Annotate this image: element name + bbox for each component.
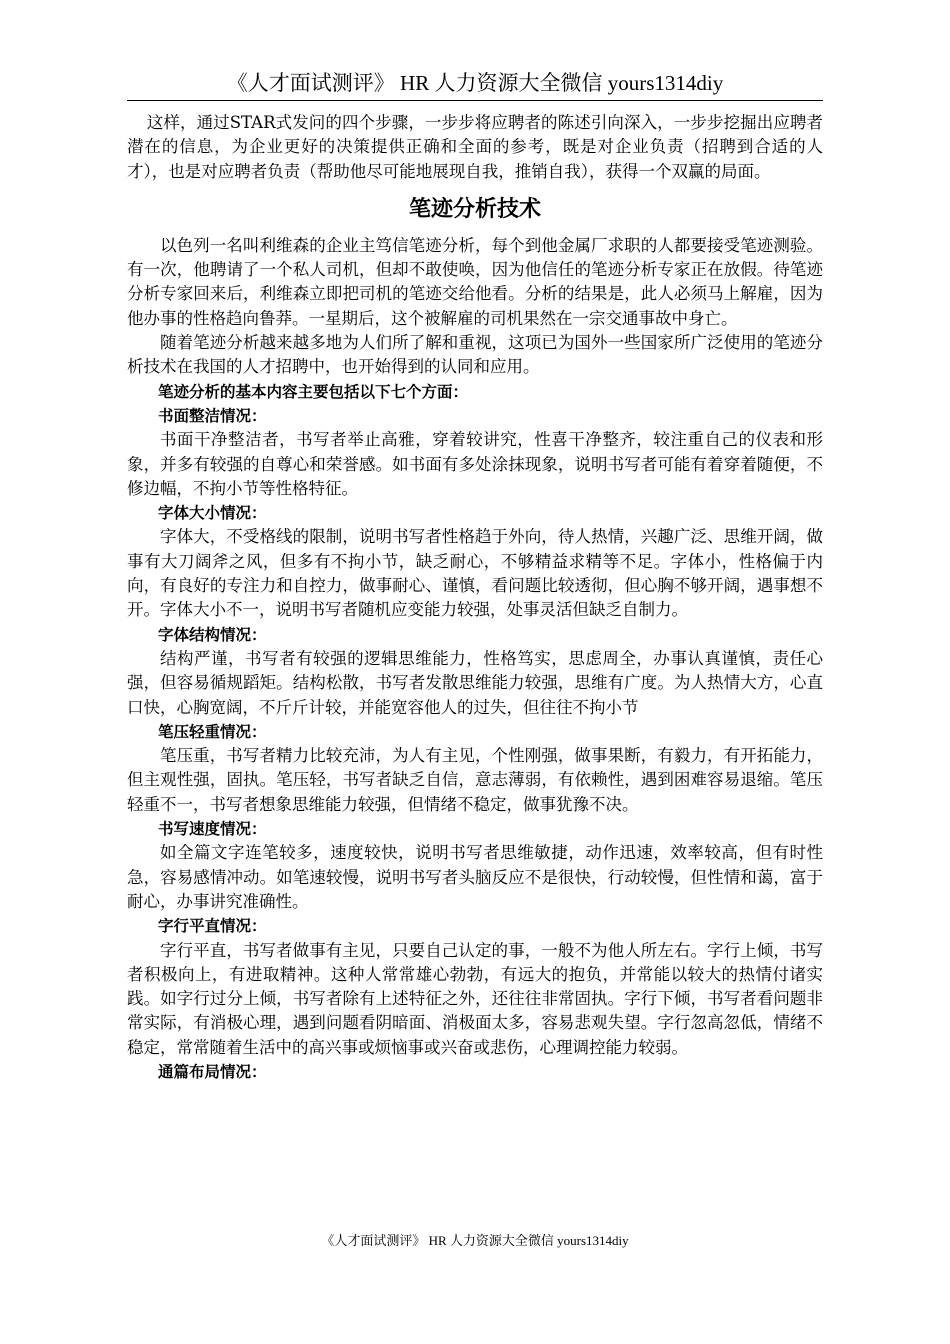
page-header: 《人才面试测评》 HR 人力资源大全微信 yours1314diy [127,68,823,101]
aspect-heading-line-straightness: 字行平直情况： [158,917,267,936]
aspect-text-structure: 结构严谨，书写者有较强的逻辑思维能力，性格笃实，思虑周全，办事认真谨慎，责任心强，但容易循规蹈矩。结构松散，书写者发散思维能力较强，思维有广度。为人热情大方，心直口快，心胸宽阔，不斤斤计较，并能宽容他人的过失，但往往不拘小节 [127,648,823,717]
aspect-text-neatness: 书面干净整洁者，书写者举止高雅，穿着较讲究，性喜干净整齐，较注重自己的仪表和形象，并多有较强的自尊心和荣誉感。如书面有多处涂抹现象，说明书写者可能有着穿着随便，不修边幅，不拘小节等性格特征。 [127,430,823,498]
aspect-text-speed: 如全篇文字连笔较多，速度较快，说明书写者思维敏捷，动作迅速，效率较高，但有时性急，容易感情冲动。如笔速较慢，说明书写者头脑反应不是很快，行动较慢，但性情和蔼，富于耐心，办事讲究准确性。 [127,843,823,911]
story-paragraph: 以色列一名叫利维森的企业主笃信笔迹分析，每个到他金属厂求职的人都要接受笔迹测验。有一次，他聘请了一个私人司机，但却不敢使唤，因为他信任的笔迹分析专家正在放假。待笔迹分析专家回来后，利维森立即把司机的笔迹交给他看。分析的结果是，此人必须马上解雇，因为他办事的性格趋向鲁莽。一星期后，这个被解雇的司机果然在一宗交通事故中身亡。 [127,235,823,328]
aspect-heading-pressure: 笔压轻重情况： [158,722,267,741]
page-footer: 《人才面试测评》 HR 人力资源大全微信 yours1314diy [321,1233,629,1248]
aspect-heading-layout: 通篇布局情况： [158,1062,267,1081]
aspect-heading-neatness: 书面整洁情况： [158,406,267,425]
aspect-heading-speed: 书写速度情况： [158,820,267,839]
document-body [127,111,823,1084]
aspect-heading-size: 字体大小情况： [158,504,267,523]
aspects-intro-heading: 笔迹分析的基本内容主要包括以下七个方面： [158,382,469,401]
intro-paragraph: 这样，通过STAR式发问的四个步骤，一步步将应聘者的陈述引向深入，一步步挖掘出应聘者潜在的信息，为企业更好的决策提供正确和全面的参考，既是对企业负责（招聘到合适的人才），也是对应聘者负责（帮助他尽可能地展现自我，推销自我），获得一个双赢的局面。 [127,113,823,181]
aspect-text-size: 字体大，不受格线的限制，说明书写者性格趋于外向，待人热情，兴趣广泛、思维开阔，做事有大刀阔斧之风，但多有不拘小节，缺乏耐心，不够精益求精等不足。字体小，性格偏于内向，有良好的专注力和自控力，做事耐心、谨慎，看问题比较透彻，但心胸不够开阔，遇事想不开。字体大小不一，说明书写者随机应变能力较强，处事灵活但缺乏自制力。 [127,527,823,620]
section-title: 笔迹分析技术 [408,196,541,222]
aspect-text-pressure: 笔压重，书写者精力比较充沛，为人有主见，个性刚强，做事果断，有毅力，有开拓能力，但主观性强，固执。笔压轻，书写者缺乏自信，意志薄弱，有依赖性，遇到困难容易退缩。笔压轻重不一，书写者想象思维能力较强，但情绪不稳定，做事犹豫不决。 [127,746,823,814]
aspect-text-line-straightness: 字行平直，书写者做事有主见，只要自己认定的事，一般不为他人所左右。字行上倾，书写者积极向上，有进取精神。这种人常常雄心勃勃，有远大的抱负，并常能以较大的热情付诸实践。如字行过分上倾，书写者除有上述特征之外，还往往非常固执。字行下倾，书写者看问题非常实际，有消极心理，遇到问题看阴暗面、消极面太多，容易悲观失望。字行忽高忽低，情绪不稳定，常常随着生活中的高兴事或烦恼事或兴奋或悲伤，心理调控能力较弱。 [127,940,823,1057]
aspect-heading-structure: 字体结构情况： [158,625,267,644]
adoption-paragraph: 随着笔迹分析越来越多地为人们所了解和重视，这项已为国外一些国家所广泛使用的笔迹分析技术在我国的人才招聘中，也开始得到的认同和应用。 [127,333,823,377]
